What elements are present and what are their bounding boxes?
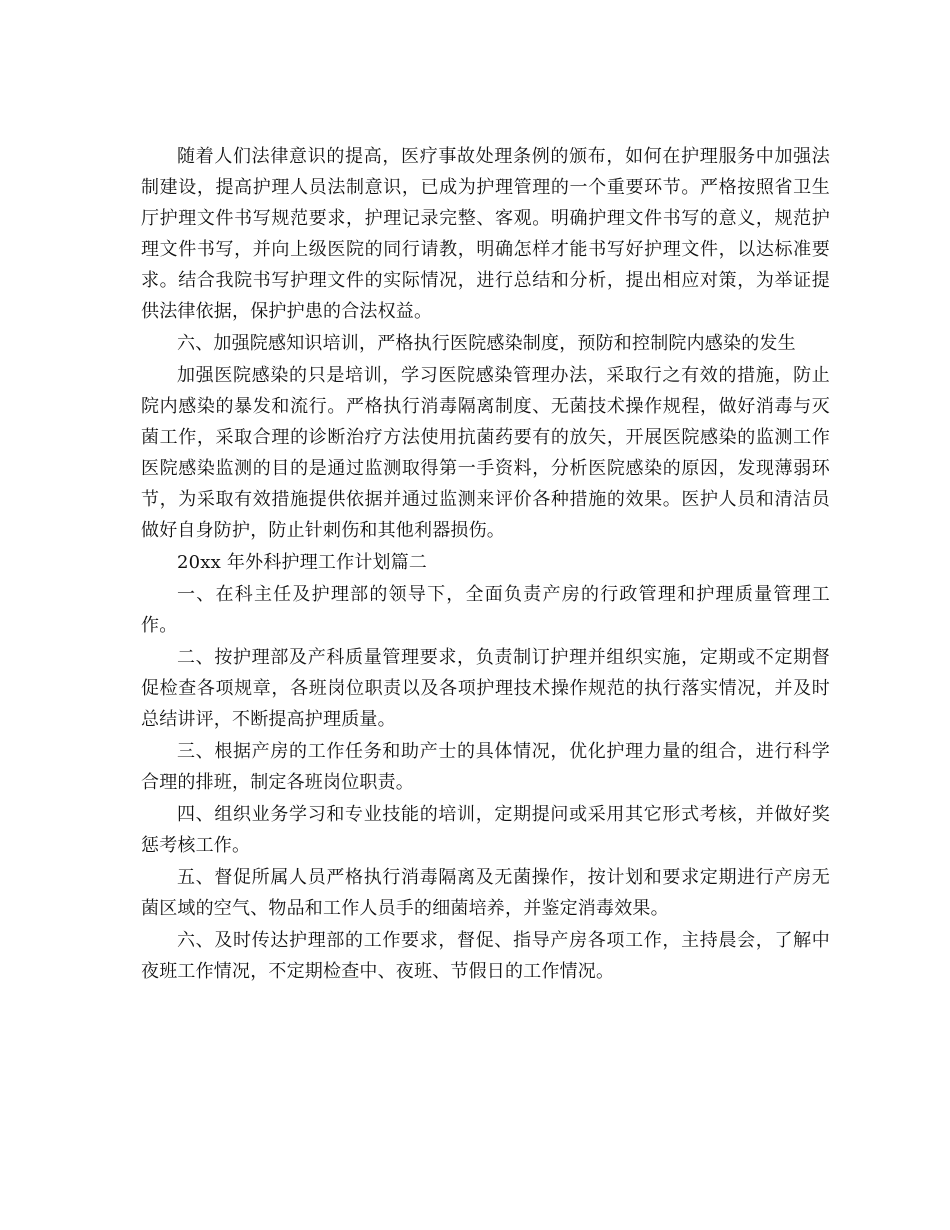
list-item-1: 一、在科主任及护理部的领导下，全面负责产房的行政管理和护理质量管理工作。 [141,584,830,636]
paragraph-infection-control: 加强医院感染的只是培训，学习医院感染管理办法，采取行之有效的措施，防止院内感染的暴发和流行。严格执行消毒隔离制度、无菌技术操作规程，做好消毒与灭菌工作，采取合理的诊断治疗方法使用抗菌药要有的放矢，开展医院感染的监测工作医院感染监测的目的是通过监测取得第一手资料，分析医院感染的原因，发现薄弱环节，为采取有效措施提供依据并通过监测来评价各种措施的效果。医护人员和清洁员做好自身防护，防止针刺伤和其他利器损伤。 [141,365,830,541]
list-item-3: 三、根据产房的工作任务和助产士的具体情况，优化护理力量的组合，进行科学合理的排班，制定各班岗位职责。 [141,741,830,793]
document-page [141,141,830,988]
section-title-plan-part-two: 20xx 年外科护理工作计划篇二 [177,552,428,573]
section-heading-infection-training: 六、加强院感知识培训，严格执行医院感染制度，预防和控制院内感染的发生 [177,333,796,354]
list-item-2: 二、按护理部及产科质量管理要求，负责制订护理并组织实施，定期或不定期督促检查各项规章，各班岗位职责以及各项护理技术操作规范的执行落实情况，并及时总结讲评，不断提高护理质量。 [141,647,830,730]
list-item-6: 六、及时传达护理部的工作要求，督促、指导产房各项工作，主持晨会，了解中夜班工作情况，不定期检查中、夜班、节假日的工作情况。 [141,930,830,982]
paragraph-legal-awareness: 随着人们法律意识的提高，医疗事故处理条例的颁布，如何在护理服务中加强法制建设，提高护理人员法制意识，已成为护理管理的一个重要环节。严格按照省卫生厅护理文件书写规范要求，护理记录完整、客观。明确护理文件书写的意义，规范护理文件书写，并向上级医院的同行请教，明确怎样才能书写好护理文件，以达标准要求。结合我院书写护理文件的实际情况，进行总结和分析，提出相应对策，为举证提供法律依据，保护护患的合法权益。 [141,146,830,322]
list-item-4: 四、组织业务学习和专业技能的培训，定期提问或采用其它形式考核，并做好奖惩考核工作。 [141,804,830,856]
list-item-5: 五、督促所属人员严格执行消毒隔离及无菌操作，按计划和要求定期进行产房无菌区域的空气、物品和工作人员手的细菌培养，并鉴定消毒效果。 [141,867,830,919]
